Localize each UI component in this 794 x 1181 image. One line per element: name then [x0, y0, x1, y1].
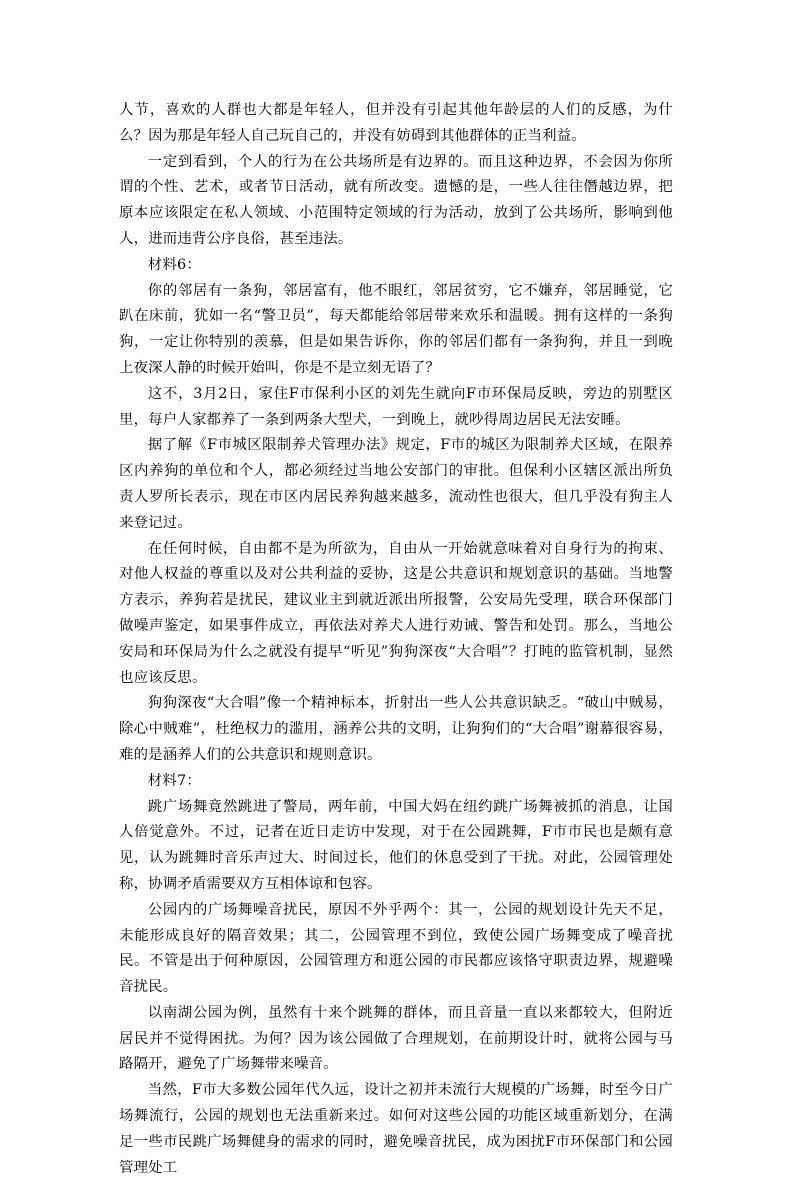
heading-material-7: 材料7：	[147, 772, 201, 789]
paragraph-neighbor-dog: 你的邻居有一条狗，邻居富有，他不眼红，邻居贫穷，它不嫌弃，邻居睡觉，它趴在床前，犹如一名“警卫员”，每天都能给邻居带来欢乐和温暖。拥有这样的一条狗狗，一定让你特别的羡慕，但是如果告诉你，你的邻居们都有一条狗狗，并且一到晚上夜深人静的时候开始叫，你是不是立刻无语了？	[119, 282, 673, 376]
paragraph-noise-causes: 公园内的广场舞噪音扰民，原因不外乎两个：其一，公园的规划设计先天不足，未能形成良好的隔音效果；其二，公园管理不到位，致使公园广场舞变成了噪音扰民。不管是出于何种原因，公园管理方和逛公园的市民都应该恪守职责边界，规避噪音扰民。	[119, 901, 673, 996]
paragraph-nanhu-park: 以南湖公园为例，虽然有十来个跳舞的群体，而且音量一直以来都较大，但附近居民并不觉得困扰。为何？因为该公园做了合理规划，在前期设计时，就将公园与马路隔开，避免了广场舞带来噪音。	[119, 1004, 673, 1073]
document-page	[119, 98, 673, 1181]
heading-material-6: 材料6：	[147, 256, 201, 273]
paragraph-continuation: 人节，喜欢的人群也大都是年轻人，但并没有引起其他年龄层的人们的反感，为什么？因为那是年轻人自己玩自己的，并没有妨碍到其他群体的正当利益。	[119, 102, 673, 144]
paragraph-square-dance: 跳广场舞竟然跳进了警局，两年前，中国大妈在纽约跳广场舞被抓的消息，让国人倍觉意外。不过，记者在近日走访中发现，对于在公园跳舞，F市市民也是颇有意见，认为跳舞时音乐声过大、时间过长，他们的休息受到了干扰。对此，公园管理处称，协调矛盾需要双方互相体谅和包容。	[119, 798, 673, 892]
paragraph-regulation: 据了解《F市城区限制养犬管理办法》规定，F市的城区为限制养犬区域，在限养区内养狗的单位和个人，都必须经过当地公安部门的审批。但保利小区辖区派出所负责人罗所长表示，现在市区内居民养狗越来越多，流动性也很大，但几乎没有狗主人来登记过。	[119, 437, 673, 531]
paragraph-freedom: 在任何时候，自由都不是为所欲为，自由从一开始就意味着对自身行为的拘束、对他人权益的尊重以及对公共利益的妥协，这是公共意识和规划意识的基础。当地警方表示，养狗若是扰民，建议业主到就近派出所报警，公安局先受理，联合环保部门做噪声鉴定，如果事件成立，再依法对养犬人进行劝诫、警告和处罚。那么，当地公安局和环保局为什么之就没有提早“听见”狗狗深夜“大合唱”？打盹的监管机制，显然也应该反思。	[119, 540, 673, 686]
paragraph-complaint: 这不，3月2日，家住F市保利小区的刘先生就向F市环保局反映，旁边的别墅区里，每户人家都养了一条到两条大型犬，一到晚上，就吵得周边居民无法安睡。	[119, 385, 673, 428]
paragraph-boundary: 一定到看到，个人的行为在公共场所是有边界的。而且这种边界，不会因为你所谓的个性、艺术，或者节日活动，就有所改变。遗憾的是，一些人往往僭越边界，把原本应该限定在私人领域、小范围特定领域的行为活动，放到了公共场所，影响到他人，进而违背公序良俗，甚至违法。	[119, 153, 673, 247]
paragraph-old-parks: 当然，F市大多数公园年代久远，设计之初并未流行大规模的广场舞，时至今日广场舞流行，公园的规划也无法重新来过。如何对这些公园的功能区域重新划分，在满足一些市民跳广场舞健身的需求的同时，避免噪音扰民，成为困扰F市环保部门和公园管理处工	[119, 1082, 673, 1176]
paragraph-chorus: 狗狗深夜“大合唱”像一个精神标本，折射出一些人公共意识缺乏。“破山中贼易，除心中贼难”，杜绝权力的滥用，涵养公共的文明，让狗狗们的“大合唱”谢幕很容易，难的是涵养人们的公共意识和规则意识。	[119, 695, 673, 763]
